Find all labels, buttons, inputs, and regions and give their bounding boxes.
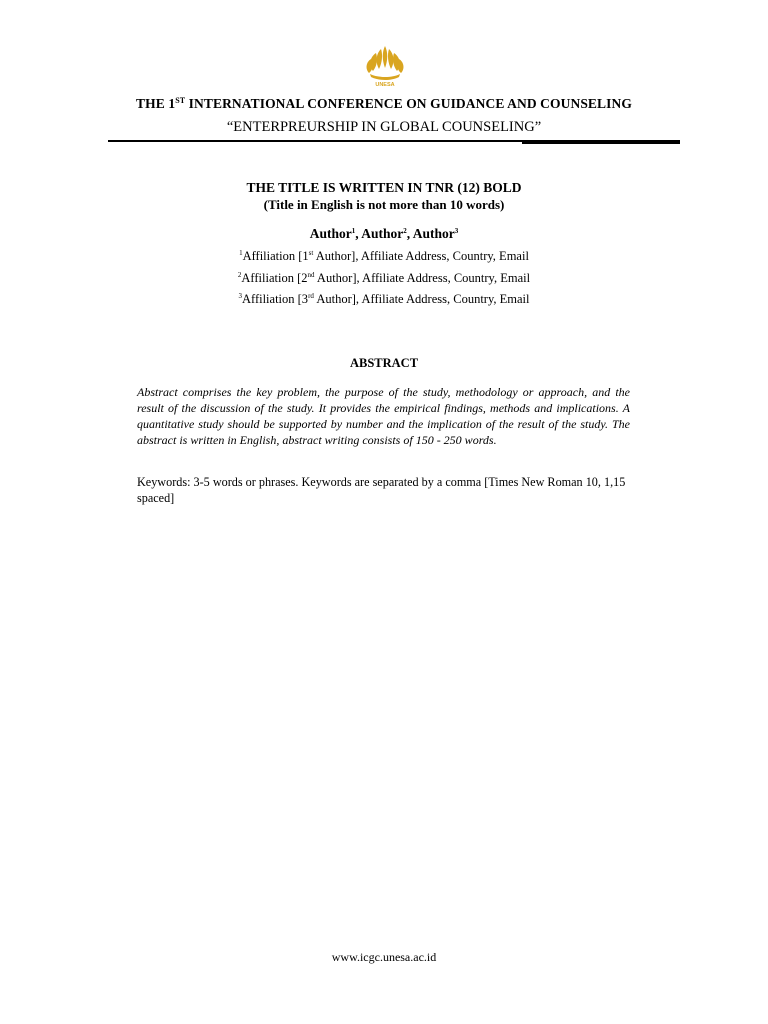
affiliation-3: $^3$Affiliation [3rd Author], Affiliate Address, Country, Email (238, 292, 530, 306)
author-name: Author (361, 226, 404, 241)
keywords: Keywords: 3-5 words or phrases. Keywords are separated by a comma [Times New Roman 10, 1,15 spaced] (137, 475, 626, 505)
unesa-logo (364, 44, 406, 88)
author-name: Author (412, 226, 455, 241)
author-list: Author$^1$, Author$^2$, Author$^3$ (309, 226, 459, 241)
abstract-body: Abstract comprises the key problem, the purpose of the study, methodology or approach, and the result of the discussion of the study. It provides the empirical findings, methods and implications. A quantitative study should be supported by number and the implication of the result of the study. The abstract is written in English, abstract writing consists of 150 - 250 words. (137, 385, 630, 447)
conference-theme: “ENTERPREURSHIP IN GLOBAL COUNSELING” (226, 119, 542, 135)
author-name: Author (309, 226, 352, 241)
paper-subtitle: (Title in English is not more than 10 words) (263, 197, 505, 212)
paper-title: THE TITLE IS WRITTEN IN TNR (12) BOLD (246, 180, 522, 195)
abstract-heading: ABSTRACT (349, 356, 419, 370)
logo-text: UNESA (375, 82, 395, 88)
affiliation-2: $^2$Affiliation [2nd Author], Affiliate Address, Country, Email (237, 271, 531, 285)
affiliation-1: $^1$Affiliation [1st Author], Affiliate Address, Country, Email (239, 249, 529, 263)
conference-name: THE 1ST INTERNATIONAL CONFERENCE ON GUIDANCE AND COUNSELING (136, 96, 632, 111)
header-divider-accent (522, 141, 680, 144)
footer-url: www.icgc.unesa.ac.id (331, 950, 437, 964)
